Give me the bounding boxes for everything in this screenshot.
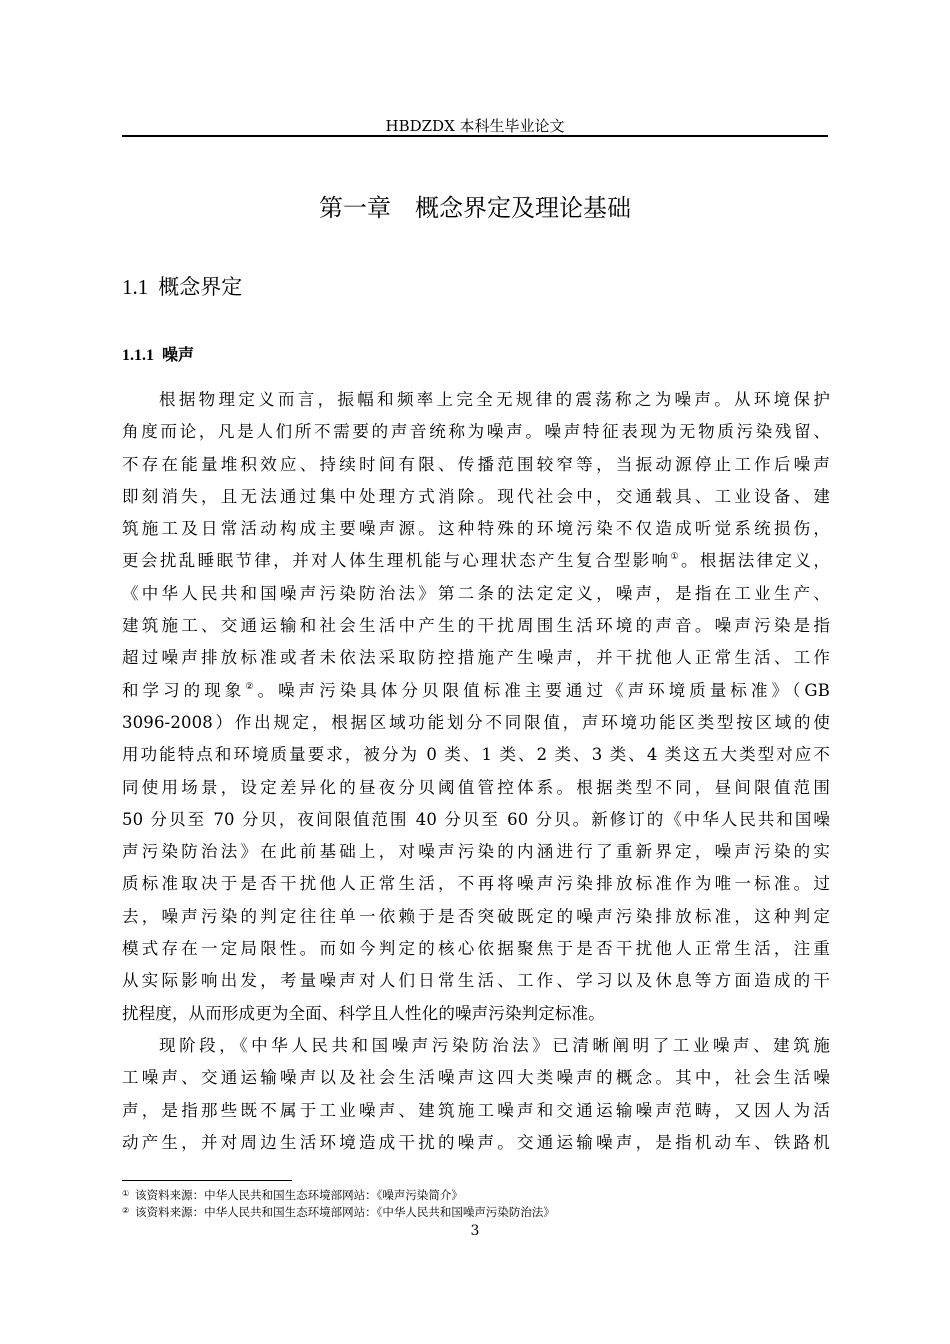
- footnote-ref-2[interactable]: ②: [245, 681, 258, 692]
- subsection-heading: [122, 342, 194, 369]
- text-line: 用功能特点和环境质量要求，被分为 0 类、1 类、2 类、3 类、4 类这五大类型对应不: [122, 745, 830, 765]
- text-line: 根据物理定义而言，振幅和频率上完全无规律的震荡称之为噪声。从环境保护: [159, 390, 830, 409]
- footnote-text: 该资料来源：中华人民共和国生态环境部网站：《噪声污染简介》: [135, 1188, 463, 1202]
- footnotes: [122, 1186, 555, 1220]
- footnote-text: 该资料来源：中华人民共和国生态环境部网站：《中华人民共和国噪声污染防治法》: [135, 1205, 555, 1219]
- subsection-title: 噪声: [162, 345, 195, 364]
- text-line: 超过噪声排放标准或者未依法采取防控措施产生噪声，并干扰他人正常生活、工作: [122, 648, 830, 668]
- text-line: 去，噪声污染的判定往往单一依赖于是否突破既定的噪声污染排放标准，这种判定: [122, 906, 830, 926]
- header-rule: [122, 135, 828, 137]
- text-line: [122, 545, 830, 577]
- footnote-1: [122, 1186, 555, 1203]
- text-line: 动产生，并对周边生活环境造成干扰的噪声。交通运输噪声，是指机动车、铁路机: [122, 1132, 830, 1152]
- body-text: [122, 384, 830, 1159]
- text-line: 声污染防治法》在此前基础上，对噪声污染的内涵进行了重新界定，噪声污染的实: [122, 842, 830, 862]
- text-line: 不存在能量堆积效应、持续时间有限、传播范围较窄等，当振动源停止工作后噪声: [122, 454, 830, 474]
- text-line: 模式存在一定局限性。而如今判定的核心依据聚焦于是否干扰他人正常生活，注重: [122, 939, 830, 959]
- subsection-number: 1.1.1: [122, 347, 154, 364]
- text-line: 即刻消失，且无法通过集中处理方式消除。现代社会中，交通载具、工业设备、建: [122, 486, 830, 506]
- text-line: 同使用场景，设定差异化的昼夜分贝阈值管控体系。根据类型不同，昼间限值范围: [122, 777, 830, 797]
- section-number: 1.1: [122, 275, 149, 299]
- text-line: 《中华人民共和国噪声污染防治法》第二条的法定定义，噪声，是指在工业生产、: [122, 583, 830, 603]
- page-number: 3: [470, 1223, 480, 1239]
- text-segment: 。根据法律定义，: [680, 551, 830, 571]
- chapter-title: 第一章 概念界定及理论基础: [319, 194, 631, 222]
- text-line: 3096-2008）作出规定，根据区域功能划分不同限值，声环境功能区类型按区域的使: [122, 712, 830, 732]
- text-segment: 和学习的现象: [122, 680, 246, 700]
- text-line: 现阶段，《中华人民共和国噪声污染防治法》已清晰阐明了工业噪声、建筑施: [159, 1035, 830, 1055]
- text-line: 工噪声、交通运输噪声以及社会生活噪声这四大类噪声的概念。其中，社会生活噪: [122, 1068, 830, 1088]
- text-line: 从实际影响出发，考量噪声对人们日常生活、工作、学习以及休息等方面造成的干: [122, 971, 830, 991]
- running-header: HBDZDX 本科生毕业论文: [385, 117, 565, 135]
- footnote-2: [122, 1203, 555, 1220]
- text-line: 筑施工及日常活动构成主要噪声源。这种特殊的环境污染不仅造成听觉系统损伤，: [122, 519, 830, 539]
- text-line: 50 分贝至 70 分贝，夜间限值范围 40 分贝至 60 分贝。新修订的《中华人民共和国噪: [122, 809, 830, 829]
- text-line: 声，是指那些既不属于工业噪声、建筑施工噪声和交通运输噪声范畴，又因人为活: [122, 1100, 830, 1120]
- text-line: 扰程度，从而形成更为全面、科学且人性化的噪声污染判定标准。: [122, 1003, 605, 1023]
- footnote-mark: ②: [122, 1206, 130, 1215]
- section-title: 概念界定: [158, 275, 243, 299]
- text-line: 质标准取决于是否干扰他人正常生活，不再将噪声污染排放标准作为唯一标准。过: [122, 874, 830, 894]
- text-line: 角度而论，凡是人们所不需要的声音统称为噪声。噪声特征表现为无物质污染残留、: [122, 422, 830, 442]
- text-segment: 。噪声污染具体分贝限值标准主要通过《声环境质量标准》（GB: [257, 680, 830, 700]
- section-heading: [122, 272, 242, 302]
- footnote-mark: ①: [122, 1189, 130, 1198]
- text-segment: 更会扰乱睡眠节律，并对人体生理机能与心理状态产生复合型影响: [122, 551, 671, 571]
- text-line: 建筑施工、交通运输和社会生活中产生的干扰周围生活环境的声音。噪声污染是指: [122, 616, 830, 636]
- footnote-rule: [122, 1180, 292, 1181]
- text-line: [122, 675, 830, 707]
- footnote-ref-1[interactable]: ①: [670, 552, 681, 563]
